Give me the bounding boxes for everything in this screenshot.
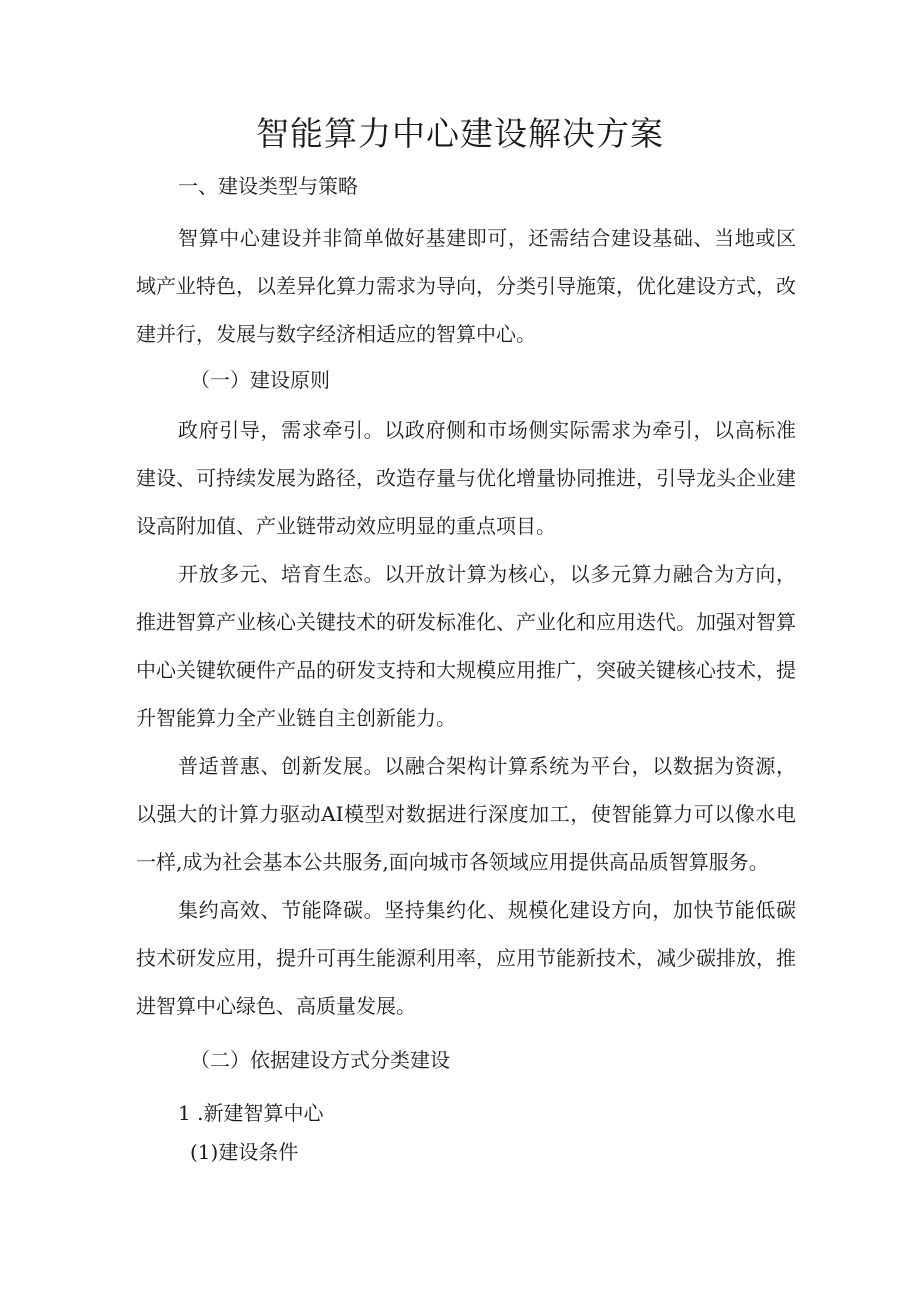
item-heading-new-center: 1 .新建智算中心 bbox=[178, 1101, 324, 1125]
principle-paragraph-efficiency: 集约高效、节能降碳。坚持集约化、规模化建设方向，加快节能低碳技术研发应用，提升可再生能源利用率，应用节能新技术，减少碳排放，推进智算中心绿色、高质量发展。 bbox=[136, 898, 796, 1018]
subsection-heading-principles: （一）建设原则 bbox=[190, 368, 330, 392]
principle-paragraph-government: 政府引导，需求牵引。以政府侧和市场侧实际需求为牵引，以高标准建设、可持续发展为路径，改造存量与优化增量协同推进，引导龙头企业建设高附加值、产业链带动效应明显的重点项目。 bbox=[136, 418, 796, 538]
subsection-heading-classification: （二）依据建设方式分类建设 bbox=[190, 1048, 450, 1072]
intro-paragraph: 智算中心建设并非简单做好基建即可，还需结合建设基础、当地或区域产业特色，以差异化算力需求为导向，分类引导施策，优化建设方式，改建并行，发展与数字经济相适应的智算中心。 bbox=[136, 226, 796, 346]
document-title: 智能算力中心建设解决方案 bbox=[256, 114, 664, 153]
section-heading-strategy: 一、建设类型与策略 bbox=[178, 174, 358, 198]
principle-paragraph-inclusive: 普适普惠、创新发展。以融合架构计算系统为平台，以数据为资源，以强大的计算力驱动AI模型对数据进行深度加工，使智能算力可以像水电一样,成为社会基本公共服务,面向城市各领域应用提供高品质智算服务。 bbox=[136, 754, 796, 874]
principle-paragraph-open-ecosystem: 开放多元、培育生态。以开放计算为核心，以多元算力融合为方向，推进智算产业核心关键技术的研发标准化、产业化和应用迭代。加强对智算中心关键软硬件产品的研发支持和大规模应用推广，突破关键核心技术，提升智能算力全产业链自主创新能力。 bbox=[136, 562, 796, 730]
item-subheading-conditions: (1)建设条件 bbox=[190, 1140, 299, 1164]
